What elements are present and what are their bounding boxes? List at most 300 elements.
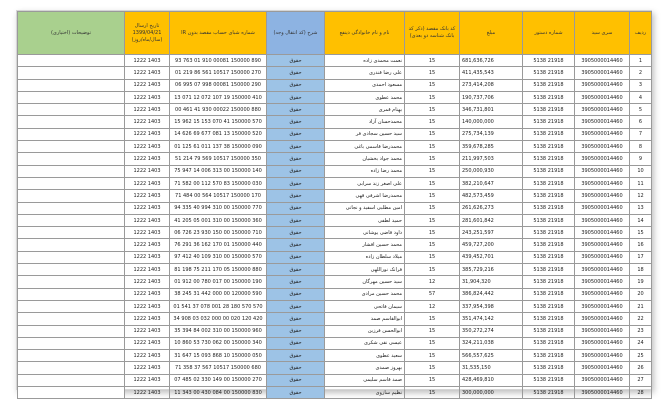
cell-id-no[interactable]: 3905000014460 bbox=[575, 227, 630, 239]
cell-description[interactable]: حقوق bbox=[267, 350, 325, 362]
cell-beneficiary-name[interactable]: ابوالحسن فرزین bbox=[325, 325, 405, 337]
cell-date[interactable]: 1403 1222 bbox=[125, 387, 170, 399]
cell-beneficiary-name[interactable]: محمد حسین مرادی bbox=[325, 288, 405, 300]
cell-id-no[interactable]: 3905000014460 bbox=[575, 128, 630, 140]
cell-serial[interactable]: 21918 5138 bbox=[523, 337, 575, 349]
cell-beneficiary-name[interactable]: بهروز صمدی bbox=[325, 362, 405, 374]
cell-description[interactable]: حقوق bbox=[267, 387, 325, 399]
cell-id-no[interactable]: 3905000014460 bbox=[575, 350, 630, 362]
cell-row-no[interactable]: 16 bbox=[630, 239, 652, 251]
cell-bank-code[interactable]: 15 bbox=[405, 337, 460, 349]
cell-beneficiary-name[interactable]: نظیم سازوی bbox=[325, 387, 405, 399]
cell-notes[interactable] bbox=[18, 350, 125, 362]
cell-serial[interactable]: 21918 5138 bbox=[523, 55, 575, 67]
cell-id-no[interactable]: 3905000014460 bbox=[575, 79, 630, 91]
cell-serial[interactable]: 21918 5138 bbox=[523, 374, 575, 386]
cell-bank-code[interactable]: 15 bbox=[405, 55, 460, 67]
cell-beneficiary-name[interactable]: ابوالقاسم صمد bbox=[325, 313, 405, 325]
cell-description[interactable]: حقوق bbox=[267, 374, 325, 386]
cell-description[interactable]: حقوق bbox=[267, 227, 325, 239]
cell-id-no[interactable]: 3905000014460 bbox=[575, 153, 630, 165]
table-row[interactable] bbox=[18, 128, 652, 140]
cell-account[interactable]: 770 150000 00 310 994 40 335 94 bbox=[170, 202, 267, 214]
cell-row-no[interactable]: 28 bbox=[630, 387, 652, 399]
cell-bank-code[interactable]: 15 bbox=[405, 313, 460, 325]
table-row[interactable] bbox=[18, 165, 652, 177]
cell-description[interactable]: حقوق bbox=[267, 337, 325, 349]
cell-account[interactable]: 880 150000 05 170 211 75 198 81 bbox=[170, 264, 267, 276]
cell-account[interactable]: 520 150000 13 081 677 69 626 14 bbox=[170, 128, 267, 140]
cell-account[interactable]: 710 150000 00 150 930 23 726 06 bbox=[170, 227, 267, 239]
cell-serial[interactable]: 21918 5138 bbox=[523, 350, 575, 362]
cell-beneficiary-name[interactable]: محمدرضا اشرفی قهی bbox=[325, 190, 405, 202]
cell-notes[interactable] bbox=[18, 128, 125, 140]
cell-row-no[interactable]: 8 bbox=[630, 141, 652, 153]
cell-description[interactable]: حقوق bbox=[267, 153, 325, 165]
cell-description[interactable]: حقوق bbox=[267, 79, 325, 91]
cell-account[interactable]: 880 150000 00022 930 41 461 00 bbox=[170, 104, 267, 116]
cell-date[interactable]: 1403 1222 bbox=[125, 350, 170, 362]
cell-beneficiary-name[interactable]: محمدرضا قاسمی باغی bbox=[325, 141, 405, 153]
cell-id-no[interactable]: 3905000014460 bbox=[575, 190, 630, 202]
cell-bank-code[interactable]: 15 bbox=[405, 91, 460, 103]
cell-amount[interactable]: 250,000,930 bbox=[460, 165, 523, 177]
cell-account[interactable]: 030 150000 83 570 112 00 582 71 bbox=[170, 177, 267, 189]
cell-amount[interactable]: 324,211,038 bbox=[460, 337, 523, 349]
cell-id-no[interactable]: 3905000014460 bbox=[575, 337, 630, 349]
cell-notes[interactable] bbox=[18, 239, 125, 251]
cell-serial[interactable]: 21918 5138 bbox=[523, 300, 575, 312]
cell-notes[interactable] bbox=[18, 177, 125, 189]
cell-description[interactable]: حقوق bbox=[267, 128, 325, 140]
cell-account[interactable]: 290 150000 00081 998 07 995 06 bbox=[170, 79, 267, 91]
cell-amount[interactable]: 261,626,273 bbox=[460, 202, 523, 214]
table-row[interactable] bbox=[18, 214, 652, 226]
cell-serial[interactable]: 21918 5138 bbox=[523, 264, 575, 276]
cell-row-no[interactable]: 17 bbox=[630, 251, 652, 263]
table-row[interactable] bbox=[18, 313, 652, 325]
cell-notes[interactable] bbox=[18, 190, 125, 202]
cell-date[interactable]: 1403 1222 bbox=[125, 227, 170, 239]
cell-bank-code[interactable]: 15 bbox=[405, 116, 460, 128]
cell-notes[interactable] bbox=[18, 153, 125, 165]
cell-notes[interactable] bbox=[18, 300, 125, 312]
cell-notes[interactable] bbox=[18, 202, 125, 214]
table-row[interactable] bbox=[18, 300, 652, 312]
cell-row-no[interactable]: 1 bbox=[630, 55, 652, 67]
table-row[interactable] bbox=[18, 116, 652, 128]
cell-account[interactable]: 830 150000 00 084 430 00 343 11 bbox=[170, 387, 267, 399]
cell-amount[interactable]: 351,474,142 bbox=[460, 313, 523, 325]
cell-bank-code[interactable]: 15 bbox=[405, 177, 460, 189]
cell-row-no[interactable]: 18 bbox=[630, 264, 652, 276]
cell-amount[interactable]: 385,729,216 bbox=[460, 264, 523, 276]
cell-row-no[interactable]: 12 bbox=[630, 190, 652, 202]
cell-account[interactable]: 440 150000 01 170 162 36 291 76 bbox=[170, 239, 267, 251]
cell-row-no[interactable]: 25 bbox=[630, 350, 652, 362]
cell-bank-code[interactable]: 15 bbox=[405, 251, 460, 263]
cell-beneficiary-name[interactable]: سیمان فاتحی bbox=[325, 300, 405, 312]
cell-account[interactable]: 270 150000 00 149 330 02 485 07 bbox=[170, 374, 267, 386]
cell-amount[interactable]: 350,272,274 bbox=[460, 325, 523, 337]
cell-row-no[interactable]: 10 bbox=[630, 165, 652, 177]
cell-id-no[interactable]: 3905000014460 bbox=[575, 67, 630, 79]
cell-notes[interactable] bbox=[18, 362, 125, 374]
cell-notes[interactable] bbox=[18, 276, 125, 288]
cell-beneficiary-name[interactable]: محمد حسین افشار bbox=[325, 239, 405, 251]
cell-date[interactable]: 1403 1222 bbox=[125, 337, 170, 349]
table-row[interactable] bbox=[18, 288, 652, 300]
cell-id-no[interactable]: 3905000014460 bbox=[575, 288, 630, 300]
cell-serial[interactable]: 21918 5138 bbox=[523, 177, 575, 189]
cell-bank-code[interactable]: 15 bbox=[405, 227, 460, 239]
cell-account[interactable]: 340 150000 00 062 730 53 860 10 bbox=[170, 337, 267, 349]
cell-bank-code[interactable]: 15 bbox=[405, 128, 460, 140]
cell-row-no[interactable]: 15 bbox=[630, 227, 652, 239]
cell-bank-code[interactable]: 12 bbox=[405, 276, 460, 288]
cell-description[interactable]: حقوق bbox=[267, 264, 325, 276]
cell-bank-code[interactable]: 15 bbox=[405, 214, 460, 226]
cell-beneficiary-name[interactable]: بهنام قمری bbox=[325, 104, 405, 116]
cell-amount[interactable]: 140,000,000 bbox=[460, 116, 523, 128]
cell-notes[interactable] bbox=[18, 313, 125, 325]
cell-beneficiary-name[interactable]: فرانک نوراللهی bbox=[325, 264, 405, 276]
table-row[interactable] bbox=[18, 91, 652, 103]
cell-description[interactable]: حقوق bbox=[267, 165, 325, 177]
cell-serial[interactable]: 21918 5138 bbox=[523, 202, 575, 214]
cell-beneficiary-name[interactable]: میلاد سلطان زاده bbox=[325, 251, 405, 263]
cell-beneficiary-name[interactable]: نعمت محمدی زاده bbox=[325, 55, 405, 67]
cell-id-no[interactable]: 3905000014460 bbox=[575, 387, 630, 399]
cell-account[interactable]: 570 150000 41 070 153 15 962 15 bbox=[170, 116, 267, 128]
table-row[interactable] bbox=[18, 104, 652, 116]
cell-date[interactable]: 1403 1222 bbox=[125, 251, 170, 263]
cell-serial[interactable]: 21918 5138 bbox=[523, 153, 575, 165]
cell-account[interactable]: 590 120000 00 000 442 31 245 38 bbox=[170, 288, 267, 300]
table-row[interactable] bbox=[18, 177, 652, 189]
cell-bank-code[interactable]: 15 bbox=[405, 350, 460, 362]
cell-date[interactable]: 1403 1222 bbox=[125, 116, 170, 128]
cell-date[interactable]: 1403 1222 bbox=[125, 239, 170, 251]
cell-bank-code[interactable]: 15 bbox=[405, 104, 460, 116]
cell-amount[interactable]: 211,997,503 bbox=[460, 153, 523, 165]
cell-description[interactable]: حقوق bbox=[267, 67, 325, 79]
cell-id-no[interactable]: 3905000014460 bbox=[575, 251, 630, 263]
table-row[interactable] bbox=[18, 67, 652, 79]
cell-description[interactable]: حقوق bbox=[267, 177, 325, 189]
cell-row-no[interactable]: 14 bbox=[630, 214, 652, 226]
cell-description[interactable]: حقوق bbox=[267, 288, 325, 300]
cell-bank-code[interactable]: 15 bbox=[405, 325, 460, 337]
cell-bank-code[interactable]: 15 bbox=[405, 153, 460, 165]
cell-date[interactable]: 1403 1222 bbox=[125, 362, 170, 374]
table-row[interactable] bbox=[18, 239, 652, 251]
table-row[interactable] bbox=[18, 251, 652, 263]
cell-amount[interactable]: 346,731,801 bbox=[460, 104, 523, 116]
cell-bank-code[interactable]: 12 bbox=[405, 300, 460, 312]
cell-serial[interactable]: 21918 5138 bbox=[523, 190, 575, 202]
cell-date[interactable]: 1403 1222 bbox=[125, 153, 170, 165]
cell-description[interactable]: حقوق bbox=[267, 91, 325, 103]
cell-description[interactable]: حقوق bbox=[267, 190, 325, 202]
cell-id-no[interactable]: 3905000014460 bbox=[575, 55, 630, 67]
cell-serial[interactable]: 21918 5138 bbox=[523, 239, 575, 251]
cell-amount[interactable]: 359,678,285 bbox=[460, 141, 523, 153]
cell-beneficiary-name[interactable]: محمد جواد بخشیان bbox=[325, 153, 405, 165]
cell-notes[interactable] bbox=[18, 251, 125, 263]
cell-serial[interactable]: 21918 5138 bbox=[523, 79, 575, 91]
cell-amount[interactable]: 411,435,543 bbox=[460, 67, 523, 79]
cell-account[interactable]: 960 150000 00 310 002 84 394 35 bbox=[170, 325, 267, 337]
cell-bank-code[interactable]: 15 bbox=[405, 67, 460, 79]
cell-serial[interactable]: 21918 5138 bbox=[523, 91, 575, 103]
cell-notes[interactable] bbox=[18, 288, 125, 300]
cell-amount[interactable]: 273,414,208 bbox=[460, 79, 523, 91]
cell-description[interactable]: حقوق bbox=[267, 55, 325, 67]
cell-row-no[interactable]: 21 bbox=[630, 300, 652, 312]
cell-description[interactable]: حقوق bbox=[267, 239, 325, 251]
cell-account[interactable]: 680 150000 10517 567 37 358 71 bbox=[170, 362, 267, 374]
cell-notes[interactable] bbox=[18, 337, 125, 349]
cell-id-no[interactable]: 3905000014460 bbox=[575, 239, 630, 251]
cell-serial[interactable]: 21918 5138 bbox=[523, 276, 575, 288]
cell-date[interactable]: 1403 1222 bbox=[125, 276, 170, 288]
cell-bank-code[interactable]: 15 bbox=[405, 264, 460, 276]
cell-bank-code[interactable]: 15 bbox=[405, 202, 460, 214]
cell-date[interactable]: 1403 1222 bbox=[125, 190, 170, 202]
cell-account[interactable]: 420 120 020 00 000 032 03 908 34 bbox=[170, 313, 267, 325]
cell-beneficiary-name[interactable]: صمد قاسم سلیمی bbox=[325, 374, 405, 386]
cell-date[interactable]: 1403 1222 bbox=[125, 264, 170, 276]
cell-date[interactable]: 1403 1222 bbox=[125, 165, 170, 177]
cell-id-no[interactable]: 3905000014460 bbox=[575, 141, 630, 153]
cell-notes[interactable] bbox=[18, 55, 125, 67]
cell-id-no[interactable]: 3905000014460 bbox=[575, 362, 630, 374]
cell-amount[interactable]: 459,727,200 bbox=[460, 239, 523, 251]
cell-amount[interactable]: 337,954,398 bbox=[460, 300, 523, 312]
cell-notes[interactable] bbox=[18, 227, 125, 239]
cell-account[interactable]: 050 150000 10 868 093 15 647 31 bbox=[170, 350, 267, 362]
cell-amount[interactable]: 566,557,625 bbox=[460, 350, 523, 362]
cell-date[interactable]: 1403 1222 bbox=[125, 288, 170, 300]
cell-date[interactable]: 1403 1222 bbox=[125, 214, 170, 226]
cell-serial[interactable]: 21918 5138 bbox=[523, 104, 575, 116]
cell-row-no[interactable]: 4 bbox=[630, 91, 652, 103]
cell-row-no[interactable]: 20 bbox=[630, 288, 652, 300]
cell-description[interactable]: حقوق bbox=[267, 313, 325, 325]
cell-date[interactable]: 1403 1222 bbox=[125, 67, 170, 79]
cell-description[interactable]: حقوق bbox=[267, 276, 325, 288]
cell-row-no[interactable]: 7 bbox=[630, 128, 652, 140]
cell-id-no[interactable]: 3905000014460 bbox=[575, 325, 630, 337]
cell-date[interactable]: 1403 1222 bbox=[125, 141, 170, 153]
cell-id-no[interactable]: 3905000014460 bbox=[575, 91, 630, 103]
cell-notes[interactable] bbox=[18, 141, 125, 153]
cell-id-no[interactable]: 3905000014460 bbox=[575, 104, 630, 116]
cell-bank-code[interactable]: 57 bbox=[405, 288, 460, 300]
cell-amount[interactable]: 281,601,842 bbox=[460, 214, 523, 226]
table-row[interactable] bbox=[18, 362, 652, 374]
table-row[interactable] bbox=[18, 227, 652, 239]
cell-notes[interactable] bbox=[18, 104, 125, 116]
cell-id-no[interactable]: 3905000014460 bbox=[575, 313, 630, 325]
cell-row-no[interactable]: 9 bbox=[630, 153, 652, 165]
cell-beneficiary-name[interactable]: داود قاضی یوشانی bbox=[325, 227, 405, 239]
cell-beneficiary-name[interactable]: محمد رضا زاده bbox=[325, 165, 405, 177]
cell-date[interactable]: 1403 1222 bbox=[125, 177, 170, 189]
cell-serial[interactable]: 21918 5138 bbox=[523, 387, 575, 399]
table-row[interactable] bbox=[18, 350, 652, 362]
cell-serial[interactable]: 21918 5138 bbox=[523, 251, 575, 263]
cell-amount[interactable]: 428,469,810 bbox=[460, 374, 523, 386]
cell-bank-code[interactable]: 15 bbox=[405, 387, 460, 399]
cell-serial[interactable]: 21918 5138 bbox=[523, 227, 575, 239]
table-row[interactable] bbox=[18, 276, 652, 288]
cell-id-no[interactable]: 3905000014460 bbox=[575, 264, 630, 276]
cell-bank-code[interactable]: 15 bbox=[405, 141, 460, 153]
cell-date[interactable]: 1403 1222 bbox=[125, 55, 170, 67]
cell-beneficiary-name[interactable]: سید حسین مهرگان bbox=[325, 276, 405, 288]
cell-notes[interactable] bbox=[18, 67, 125, 79]
cell-account[interactable]: 570 570 180 28 001 078 37 541 01 bbox=[170, 300, 267, 312]
table-row[interactable] bbox=[18, 202, 652, 214]
cell-beneficiary-name[interactable]: علی رضا قندری bbox=[325, 67, 405, 79]
cell-row-no[interactable]: 23 bbox=[630, 325, 652, 337]
cell-amount[interactable]: 482,573,459 bbox=[460, 190, 523, 202]
cell-notes[interactable] bbox=[18, 79, 125, 91]
cell-amount[interactable]: 439,452,701 bbox=[460, 251, 523, 263]
cell-serial[interactable]: 21918 5138 bbox=[523, 67, 575, 79]
cell-serial[interactable]: 21918 5138 bbox=[523, 128, 575, 140]
cell-row-no[interactable]: 19 bbox=[630, 276, 652, 288]
cell-id-no[interactable]: 3905000014460 bbox=[575, 276, 630, 288]
cell-date[interactable]: 1403 1222 bbox=[125, 202, 170, 214]
cell-id-no[interactable]: 3905000014460 bbox=[575, 165, 630, 177]
cell-row-no[interactable]: 22 bbox=[630, 313, 652, 325]
cell-amount[interactable]: 31,904,320 bbox=[460, 276, 523, 288]
cell-bank-code[interactable]: 15 bbox=[405, 374, 460, 386]
cell-id-no[interactable]: 3905000014460 bbox=[575, 116, 630, 128]
cell-notes[interactable] bbox=[18, 374, 125, 386]
cell-serial[interactable]: 21918 5138 bbox=[523, 325, 575, 337]
cell-row-no[interactable]: 27 bbox=[630, 374, 652, 386]
cell-description[interactable]: حقوق bbox=[267, 214, 325, 226]
cell-bank-code[interactable]: 15 bbox=[405, 362, 460, 374]
table-row[interactable] bbox=[18, 153, 652, 165]
cell-beneficiary-name[interactable]: محمدحسان آزاد bbox=[325, 116, 405, 128]
cell-account[interactable]: 140 150000 00 313 006 14 947 75 bbox=[170, 165, 267, 177]
cell-serial[interactable]: 21918 5138 bbox=[523, 362, 575, 374]
cell-date[interactable]: 1403 1222 bbox=[125, 313, 170, 325]
cell-notes[interactable] bbox=[18, 214, 125, 226]
cell-description[interactable]: حقوق bbox=[267, 104, 325, 116]
table-row[interactable] bbox=[18, 79, 652, 91]
cell-bank-code[interactable]: 15 bbox=[405, 165, 460, 177]
cell-beneficiary-name[interactable]: مسعود احمدی bbox=[325, 79, 405, 91]
cell-row-no[interactable]: 6 bbox=[630, 116, 652, 128]
cell-bank-code[interactable]: 15 bbox=[405, 79, 460, 91]
cell-account[interactable]: 890 150000 00081 910 01 763 93 bbox=[170, 55, 267, 67]
cell-description[interactable]: حقوق bbox=[267, 251, 325, 263]
cell-notes[interactable] bbox=[18, 387, 125, 399]
cell-date[interactable]: 1403 1222 bbox=[125, 300, 170, 312]
cell-bank-code[interactable]: 15 bbox=[405, 190, 460, 202]
cell-account[interactable]: 350 150000 10517 569 79 214 51 bbox=[170, 153, 267, 165]
cell-notes[interactable] bbox=[18, 325, 125, 337]
cell-row-no[interactable]: 5 bbox=[630, 104, 652, 116]
cell-id-no[interactable]: 3905000014460 bbox=[575, 177, 630, 189]
cell-row-no[interactable]: 11 bbox=[630, 177, 652, 189]
cell-beneficiary-name[interactable]: محمد عطوی bbox=[325, 91, 405, 103]
table-row[interactable] bbox=[18, 325, 652, 337]
cell-serial[interactable]: 21918 5138 bbox=[523, 141, 575, 153]
cell-beneficiary-name[interactable]: سید حسین سجادی فر bbox=[325, 128, 405, 140]
cell-account[interactable]: 360 150000 00 310 001 05 205 41 bbox=[170, 214, 267, 226]
cell-row-no[interactable]: 24 bbox=[630, 337, 652, 349]
cell-row-no[interactable]: 13 bbox=[630, 202, 652, 214]
cell-account[interactable]: 090 150000 38 137 011 61 125 01 bbox=[170, 141, 267, 153]
cell-date[interactable]: 1403 1222 bbox=[125, 325, 170, 337]
table-row[interactable] bbox=[18, 55, 652, 67]
cell-serial[interactable]: 21918 5138 bbox=[523, 116, 575, 128]
table-row[interactable] bbox=[18, 337, 652, 349]
cell-account[interactable]: 570 150000 00 310 109 40 412 97 bbox=[170, 251, 267, 263]
cell-date[interactable]: 1403 1222 bbox=[125, 128, 170, 140]
cell-description[interactable]: حقوق bbox=[267, 362, 325, 374]
cell-serial[interactable]: 21918 5138 bbox=[523, 313, 575, 325]
cell-account[interactable]: 410 150000 19 107 072 12 071 13 bbox=[170, 91, 267, 103]
cell-amount[interactable]: 382,210,647 bbox=[460, 177, 523, 189]
cell-id-no[interactable]: 3905000014460 bbox=[575, 374, 630, 386]
cell-id-no[interactable]: 3905000014460 bbox=[575, 300, 630, 312]
cell-amount[interactable]: 31,535,150 bbox=[460, 362, 523, 374]
cell-notes[interactable] bbox=[18, 264, 125, 276]
cell-description[interactable]: حقوق bbox=[267, 141, 325, 153]
cell-description[interactable]: حقوق bbox=[267, 202, 325, 214]
cell-amount[interactable]: 300,000,000 bbox=[460, 387, 523, 399]
table-row[interactable] bbox=[18, 141, 652, 153]
cell-id-no[interactable]: 3905000014460 bbox=[575, 202, 630, 214]
cell-date[interactable]: 1403 1222 bbox=[125, 104, 170, 116]
cell-row-no[interactable]: 3 bbox=[630, 79, 652, 91]
cell-notes[interactable] bbox=[18, 116, 125, 128]
cell-amount[interactable]: 386,824,442 bbox=[460, 288, 523, 300]
table-row[interactable] bbox=[18, 374, 652, 386]
cell-date[interactable]: 1403 1222 bbox=[125, 79, 170, 91]
cell-amount[interactable]: 681,636,726 bbox=[460, 55, 523, 67]
cell-beneficiary-name[interactable]: عیسی نقی شکری bbox=[325, 337, 405, 349]
cell-date[interactable]: 1403 1222 bbox=[125, 91, 170, 103]
cell-bank-code[interactable]: 15 bbox=[405, 239, 460, 251]
table-row[interactable] bbox=[18, 387, 652, 399]
cell-account[interactable]: 190 150000 00 017 780 00 912 01 bbox=[170, 276, 267, 288]
cell-description[interactable]: حقوق bbox=[267, 300, 325, 312]
cell-description[interactable]: حقوق bbox=[267, 116, 325, 128]
cell-amount[interactable]: 190,737,706 bbox=[460, 91, 523, 103]
cell-date[interactable]: 1403 1222 bbox=[125, 374, 170, 386]
cell-serial[interactable]: 21918 5138 bbox=[523, 214, 575, 226]
cell-beneficiary-name[interactable]: امین مطلبی اسفید و نجاتی bbox=[325, 202, 405, 214]
cell-account[interactable]: 170 150000 10517 564 00 484 71 bbox=[170, 190, 267, 202]
cell-row-no[interactable]: 26 bbox=[630, 362, 652, 374]
cell-serial[interactable]: 21918 5138 bbox=[523, 288, 575, 300]
cell-id-no[interactable]: 3905000014460 bbox=[575, 214, 630, 226]
cell-account[interactable]: 270 150000 10517 561 86 219 01 bbox=[170, 67, 267, 79]
cell-description[interactable]: حقوق bbox=[267, 325, 325, 337]
cell-notes[interactable] bbox=[18, 165, 125, 177]
cell-beneficiary-name[interactable]: حمید لطفی bbox=[325, 214, 405, 226]
cell-serial[interactable]: 21918 5138 bbox=[523, 165, 575, 177]
